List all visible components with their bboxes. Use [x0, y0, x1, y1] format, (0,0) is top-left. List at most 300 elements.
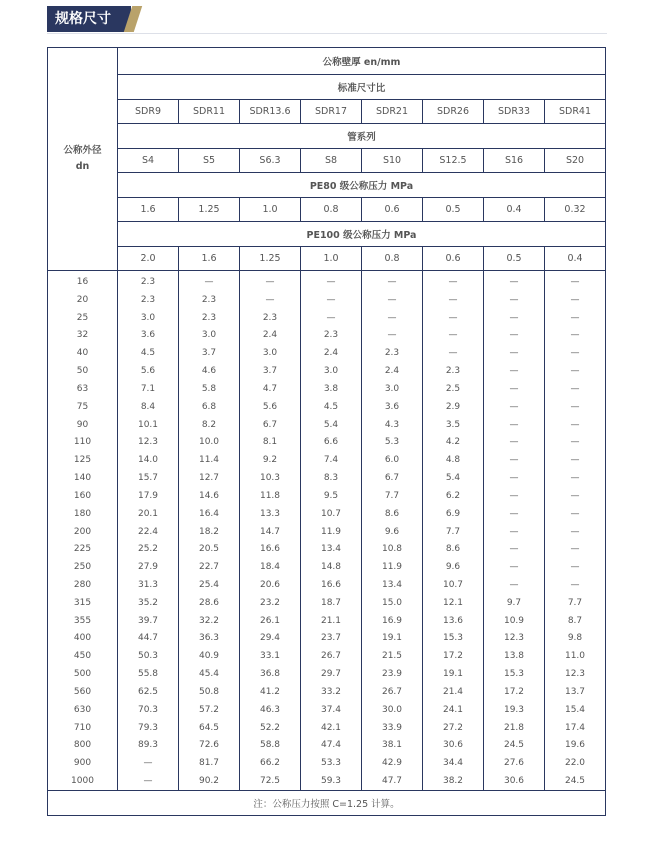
thickness-cell: 15.7 [118, 469, 179, 487]
thickness-cell: — [362, 326, 423, 344]
thickness-cell: 20.6 [240, 576, 301, 594]
thickness-cell: — [545, 309, 606, 327]
thickness-cell: 15.3 [484, 665, 545, 683]
thickness-cell: 9.7 [484, 594, 545, 612]
thickness-cell: — [301, 291, 362, 309]
sdr-cell: SDR41 [545, 100, 606, 124]
dn-value-cell: 32 [48, 326, 118, 344]
series-header: 管系列 [118, 124, 606, 149]
thickness-cell: 36.3 [179, 630, 240, 648]
thickness-cell: 26.7 [362, 683, 423, 701]
dn-value-cell: 355 [48, 612, 118, 630]
pe100-cell: 0.8 [362, 247, 423, 271]
thickness-cell: — [484, 451, 545, 469]
dn-value-cell: 160 [48, 487, 118, 505]
thickness-cell: 46.3 [240, 701, 301, 719]
thickness-cell: 47.4 [301, 737, 362, 755]
thickness-cell: 70.3 [118, 701, 179, 719]
dn-value-cell: 315 [48, 594, 118, 612]
dn-value-cell: 110 [48, 433, 118, 451]
thickness-cell: 15.3 [423, 630, 484, 648]
thickness-cell: 4.7 [240, 380, 301, 398]
thickness-cell: 23.9 [362, 665, 423, 683]
table-row [48, 754, 606, 772]
thickness-cell: 40.9 [179, 647, 240, 665]
dn-value-cell: 200 [48, 523, 118, 541]
pe100-header: PE100 级公称压力 MPa [118, 222, 606, 247]
thickness-cell: 3.0 [179, 326, 240, 344]
thickness-cell: 3.0 [301, 362, 362, 380]
thickness-cell: 89.3 [118, 737, 179, 755]
dn-value-cell: 180 [48, 505, 118, 523]
table-row [48, 701, 606, 719]
sdr-header: 标准尺寸比 [118, 75, 606, 100]
thickness-cell: 22.7 [179, 558, 240, 576]
thickness-cell: 5.3 [362, 433, 423, 451]
thickness-cell: 23.7 [301, 630, 362, 648]
thickness-cell: — [545, 469, 606, 487]
table-row [48, 737, 606, 755]
thickness-cell: 38.1 [362, 737, 423, 755]
thickness-cell: 2.3 [240, 309, 301, 327]
pe80-cell: 0.8 [301, 198, 362, 222]
thickness-cell: 8.6 [362, 505, 423, 523]
thickness-cell: — [545, 487, 606, 505]
thickness-cell: 32.2 [179, 612, 240, 630]
thickness-cell: 7.7 [423, 523, 484, 541]
sdr-cell: SDR13.6 [240, 100, 301, 124]
thickness-cell: 19.1 [423, 665, 484, 683]
thickness-cell: — [362, 309, 423, 327]
thickness-cell: — [484, 416, 545, 434]
thickness-cell: 2.3 [362, 344, 423, 362]
table-row [48, 326, 606, 344]
series-cell: S16 [484, 149, 545, 173]
thickness-cell: 59.3 [301, 772, 362, 790]
thickness-cell: 12.3 [118, 433, 179, 451]
thickness-cell: 12.7 [179, 469, 240, 487]
thickness-cell: — [545, 416, 606, 434]
table-row [48, 451, 606, 469]
thickness-cell: 21.8 [484, 719, 545, 737]
thickness-cell: — [484, 309, 545, 327]
thickness-cell: 33.2 [301, 683, 362, 701]
thickness-cell: 3.0 [362, 380, 423, 398]
table-row [48, 630, 606, 648]
thickness-cell: — [423, 344, 484, 362]
pe80-cell: 0.32 [545, 198, 606, 222]
table-row [48, 719, 606, 737]
dn-value-cell: 500 [48, 665, 118, 683]
thickness-cell: 3.8 [301, 380, 362, 398]
thickness-cell: 8.2 [179, 416, 240, 434]
thickness-cell: 4.5 [118, 344, 179, 362]
thickness-cell: 10.3 [240, 469, 301, 487]
thickness-cell: — [545, 291, 606, 309]
thickness-cell: 62.5 [118, 683, 179, 701]
thickness-cell: 2.3 [179, 291, 240, 309]
thickness-cell: 30.0 [362, 701, 423, 719]
thickness-cell: 9.6 [362, 523, 423, 541]
thickness-cell: 33.9 [362, 719, 423, 737]
thickness-cell: 2.3 [118, 271, 179, 291]
thickness-cell: 6.6 [301, 433, 362, 451]
thickness-cell: 10.1 [118, 416, 179, 434]
thickness-cell: 72.6 [179, 737, 240, 755]
thickness-cell: 2.3 [423, 362, 484, 380]
thickness-cell: 25.4 [179, 576, 240, 594]
thickness-cell: 8.3 [301, 469, 362, 487]
thickness-cell: 3.0 [118, 309, 179, 327]
thickness-cell: 7.4 [301, 451, 362, 469]
wall-thickness-header: 公称壁厚 en/mm [118, 48, 606, 75]
thickness-cell: 79.3 [118, 719, 179, 737]
dn-value-cell: 25 [48, 309, 118, 327]
thickness-cell: 81.7 [179, 754, 240, 772]
table-row [48, 380, 606, 398]
table-row [48, 344, 606, 362]
dn-value-cell: 250 [48, 558, 118, 576]
thickness-cell: — [484, 362, 545, 380]
thickness-cell: 23.2 [240, 594, 301, 612]
thickness-cell: 3.7 [179, 344, 240, 362]
dn-value-cell: 90 [48, 416, 118, 434]
thickness-cell: — [545, 362, 606, 380]
thickness-cell: — [423, 309, 484, 327]
pe100-cell: 2.0 [118, 247, 179, 271]
table-row [48, 469, 606, 487]
thickness-cell: 19.3 [484, 701, 545, 719]
table-row [48, 271, 606, 291]
thickness-cell: — [362, 291, 423, 309]
thickness-cell: 8.7 [545, 612, 606, 630]
sdr-cell: SDR11 [179, 100, 240, 124]
thickness-cell: 10.0 [179, 433, 240, 451]
thickness-cell: 42.9 [362, 754, 423, 772]
dn-value-cell: 1000 [48, 772, 118, 790]
thickness-cell: 22.0 [545, 754, 606, 772]
thickness-cell: — [545, 505, 606, 523]
thickness-cell: 2.4 [362, 362, 423, 380]
thickness-cell: 6.8 [179, 398, 240, 416]
thickness-cell: 72.5 [240, 772, 301, 790]
table-row [48, 772, 606, 790]
thickness-cell: — [484, 344, 545, 362]
thickness-cell: 6.0 [362, 451, 423, 469]
thickness-cell: 24.5 [484, 737, 545, 755]
thickness-cell: 52.2 [240, 719, 301, 737]
thickness-cell: 26.1 [240, 612, 301, 630]
thickness-cell: 3.5 [423, 416, 484, 434]
thickness-cell: 4.5 [301, 398, 362, 416]
thickness-cell: — [118, 772, 179, 790]
thickness-cell: 16.6 [240, 540, 301, 558]
section-title: 规格尺寸 [47, 6, 131, 32]
thickness-cell: 10.8 [362, 540, 423, 558]
thickness-cell: 5.4 [301, 416, 362, 434]
thickness-cell: 36.8 [240, 665, 301, 683]
thickness-cell: 3.7 [240, 362, 301, 380]
pe100-cell: 0.4 [545, 247, 606, 271]
thickness-cell: 6.7 [362, 469, 423, 487]
table-header [48, 48, 606, 271]
thickness-cell: 57.2 [179, 701, 240, 719]
thickness-cell: 5.6 [118, 362, 179, 380]
thickness-cell: 50.3 [118, 647, 179, 665]
thickness-cell: — [484, 433, 545, 451]
dn-value-cell: 40 [48, 344, 118, 362]
pe80-cell: 1.6 [118, 198, 179, 222]
thickness-cell: 16.6 [301, 576, 362, 594]
thickness-cell: — [484, 523, 545, 541]
thickness-cell: 15.0 [362, 594, 423, 612]
thickness-cell: — [545, 326, 606, 344]
series-cell: S12.5 [423, 149, 484, 173]
thickness-cell: 9.6 [423, 558, 484, 576]
thickness-cell: 14.7 [240, 523, 301, 541]
series-row [48, 149, 606, 173]
thickness-cell: 38.2 [423, 772, 484, 790]
thickness-cell: 7.1 [118, 380, 179, 398]
thickness-cell: 39.7 [118, 612, 179, 630]
thickness-cell: 10.9 [484, 612, 545, 630]
thickness-cell: 20.5 [179, 540, 240, 558]
thickness-cell: 2.3 [118, 291, 179, 309]
thickness-cell: 10.7 [423, 576, 484, 594]
thickness-cell: — [484, 469, 545, 487]
thickness-cell: 13.4 [301, 540, 362, 558]
pe80-cell: 0.4 [484, 198, 545, 222]
thickness-cell: 9.2 [240, 451, 301, 469]
thickness-cell: 6.7 [240, 416, 301, 434]
thickness-cell: 53.3 [301, 754, 362, 772]
thickness-cell: 24.5 [545, 772, 606, 790]
table-row [48, 362, 606, 380]
thickness-cell: 26.7 [301, 647, 362, 665]
table-row [48, 309, 606, 327]
thickness-cell: 13.4 [362, 576, 423, 594]
thickness-cell: 2.3 [301, 326, 362, 344]
thickness-cell: 90.2 [179, 772, 240, 790]
thickness-cell: — [423, 271, 484, 291]
thickness-cell: 12.3 [484, 630, 545, 648]
thickness-cell: 21.5 [362, 647, 423, 665]
thickness-cell: 14.0 [118, 451, 179, 469]
thickness-cell: 27.2 [423, 719, 484, 737]
thickness-cell: 35.2 [118, 594, 179, 612]
dn-value-cell: 125 [48, 451, 118, 469]
thickness-cell: 44.7 [118, 630, 179, 648]
thickness-cell: — [545, 558, 606, 576]
table-row [48, 487, 606, 505]
thickness-cell: 18.4 [240, 558, 301, 576]
thickness-cell: 11.4 [179, 451, 240, 469]
thickness-cell: 17.2 [423, 647, 484, 665]
thickness-cell: 30.6 [484, 772, 545, 790]
thickness-cell: — [423, 326, 484, 344]
title-divider [47, 33, 607, 34]
table-row [48, 683, 606, 701]
thickness-cell: — [484, 380, 545, 398]
thickness-cell: 13.8 [484, 647, 545, 665]
thickness-cell: 2.4 [240, 326, 301, 344]
thickness-cell: 16.4 [179, 505, 240, 523]
table-note: 注：公称压力按照 C=1.25 计算。 [48, 791, 606, 816]
thickness-cell: 18.7 [301, 594, 362, 612]
sdr-cell: SDR9 [118, 100, 179, 124]
table-row [48, 433, 606, 451]
series-cell: S20 [545, 149, 606, 173]
pe100-row [48, 247, 606, 271]
thickness-cell: — [545, 271, 606, 291]
thickness-cell: 3.0 [240, 344, 301, 362]
thickness-cell: 64.5 [179, 719, 240, 737]
thickness-cell: 47.7 [362, 772, 423, 790]
thickness-cell: 41.2 [240, 683, 301, 701]
table-row [48, 558, 606, 576]
thickness-cell: 4.6 [179, 362, 240, 380]
thickness-cell: 3.6 [118, 326, 179, 344]
thickness-cell: 4.3 [362, 416, 423, 434]
thickness-cell: — [545, 433, 606, 451]
thickness-cell: 2.9 [423, 398, 484, 416]
thickness-cell: — [484, 291, 545, 309]
pe80-row [48, 198, 606, 222]
thickness-cell: — [484, 487, 545, 505]
thickness-cell: 21.4 [423, 683, 484, 701]
dn-value-cell: 63 [48, 380, 118, 398]
thickness-cell: 42.1 [301, 719, 362, 737]
thickness-cell: 29.7 [301, 665, 362, 683]
series-cell: S8 [301, 149, 362, 173]
thickness-cell: 2.4 [301, 344, 362, 362]
thickness-cell: 17.9 [118, 487, 179, 505]
table-row [48, 291, 606, 309]
dn-value-cell: 140 [48, 469, 118, 487]
pe80-cell: 1.25 [179, 198, 240, 222]
sdr-cell: SDR26 [423, 100, 484, 124]
thickness-cell: 6.2 [423, 487, 484, 505]
thickness-cell: 17.4 [545, 719, 606, 737]
thickness-cell: 19.1 [362, 630, 423, 648]
thickness-cell: 50.8 [179, 683, 240, 701]
thickness-cell: — [545, 398, 606, 416]
thickness-cell: 37.4 [301, 701, 362, 719]
thickness-cell: 21.1 [301, 612, 362, 630]
thickness-cell: — [301, 271, 362, 291]
thickness-cell: — [301, 309, 362, 327]
thickness-cell: 29.4 [240, 630, 301, 648]
thickness-cell: 8.1 [240, 433, 301, 451]
thickness-cell: 25.2 [118, 540, 179, 558]
thickness-cell: — [118, 754, 179, 772]
thickness-cell: 14.8 [301, 558, 362, 576]
thickness-cell: 33.1 [240, 647, 301, 665]
series-cell: S10 [362, 149, 423, 173]
thickness-cell: 7.7 [362, 487, 423, 505]
thickness-cell: 8.4 [118, 398, 179, 416]
dn-value-cell: 280 [48, 576, 118, 594]
thickness-cell: — [484, 505, 545, 523]
dn-value-cell: 225 [48, 540, 118, 558]
thickness-cell: 8.6 [423, 540, 484, 558]
thickness-cell: 11.0 [545, 647, 606, 665]
thickness-cell: 10.7 [301, 505, 362, 523]
thickness-cell: 9.5 [301, 487, 362, 505]
pe80-cell: 1.0 [240, 198, 301, 222]
thickness-cell: 31.3 [118, 576, 179, 594]
table-row [48, 665, 606, 683]
table-row [48, 416, 606, 434]
table-row [48, 540, 606, 558]
sdr-cell: SDR33 [484, 100, 545, 124]
thickness-cell: 7.7 [545, 594, 606, 612]
thickness-cell: — [484, 540, 545, 558]
thickness-cell: 16.9 [362, 612, 423, 630]
table-body [48, 271, 606, 791]
thickness-cell: — [484, 576, 545, 594]
thickness-cell: 20.1 [118, 505, 179, 523]
thickness-cell: — [484, 271, 545, 291]
thickness-cell: — [545, 451, 606, 469]
thickness-cell: 58.8 [240, 737, 301, 755]
sdr-row [48, 100, 606, 124]
thickness-cell: 2.3 [179, 309, 240, 327]
thickness-cell: — [423, 291, 484, 309]
thickness-cell: 3.6 [362, 398, 423, 416]
dn-value-cell: 16 [48, 271, 118, 291]
thickness-cell: 11.8 [240, 487, 301, 505]
thickness-cell: 5.6 [240, 398, 301, 416]
thickness-cell: 6.9 [423, 505, 484, 523]
dn-value-cell: 75 [48, 398, 118, 416]
dn-label-line2: dn [75, 161, 90, 172]
series-cell: S6.3 [240, 149, 301, 173]
thickness-cell: 11.9 [362, 558, 423, 576]
table-row [48, 647, 606, 665]
dn-value-cell: 800 [48, 737, 118, 755]
thickness-cell: 15.4 [545, 701, 606, 719]
thickness-cell: 2.5 [423, 380, 484, 398]
thickness-cell: 4.2 [423, 433, 484, 451]
thickness-cell: — [240, 291, 301, 309]
dn-value-cell: 450 [48, 647, 118, 665]
dn-value-cell: 630 [48, 701, 118, 719]
thickness-cell: 22.4 [118, 523, 179, 541]
thickness-cell: 13.6 [423, 612, 484, 630]
dn-label-line1: 公称外径 [63, 145, 102, 156]
pe80-cell: 0.5 [423, 198, 484, 222]
pe100-cell: 0.5 [484, 247, 545, 271]
pe100-cell: 1.0 [301, 247, 362, 271]
thickness-cell: 9.8 [545, 630, 606, 648]
thickness-cell: 5.4 [423, 469, 484, 487]
thickness-cell: 34.4 [423, 754, 484, 772]
sdr-cell: SDR17 [301, 100, 362, 124]
thickness-cell: 12.1 [423, 594, 484, 612]
thickness-cell: — [240, 271, 301, 291]
thickness-cell: 13.7 [545, 683, 606, 701]
dn-value-cell: 50 [48, 362, 118, 380]
dn-value-cell: 710 [48, 719, 118, 737]
table-row [48, 576, 606, 594]
thickness-cell: 4.8 [423, 451, 484, 469]
dn-header-cell [48, 48, 118, 271]
thickness-cell: 66.2 [240, 754, 301, 772]
thickness-cell: 27.9 [118, 558, 179, 576]
thickness-cell: 14.6 [179, 487, 240, 505]
thickness-cell: — [484, 558, 545, 576]
